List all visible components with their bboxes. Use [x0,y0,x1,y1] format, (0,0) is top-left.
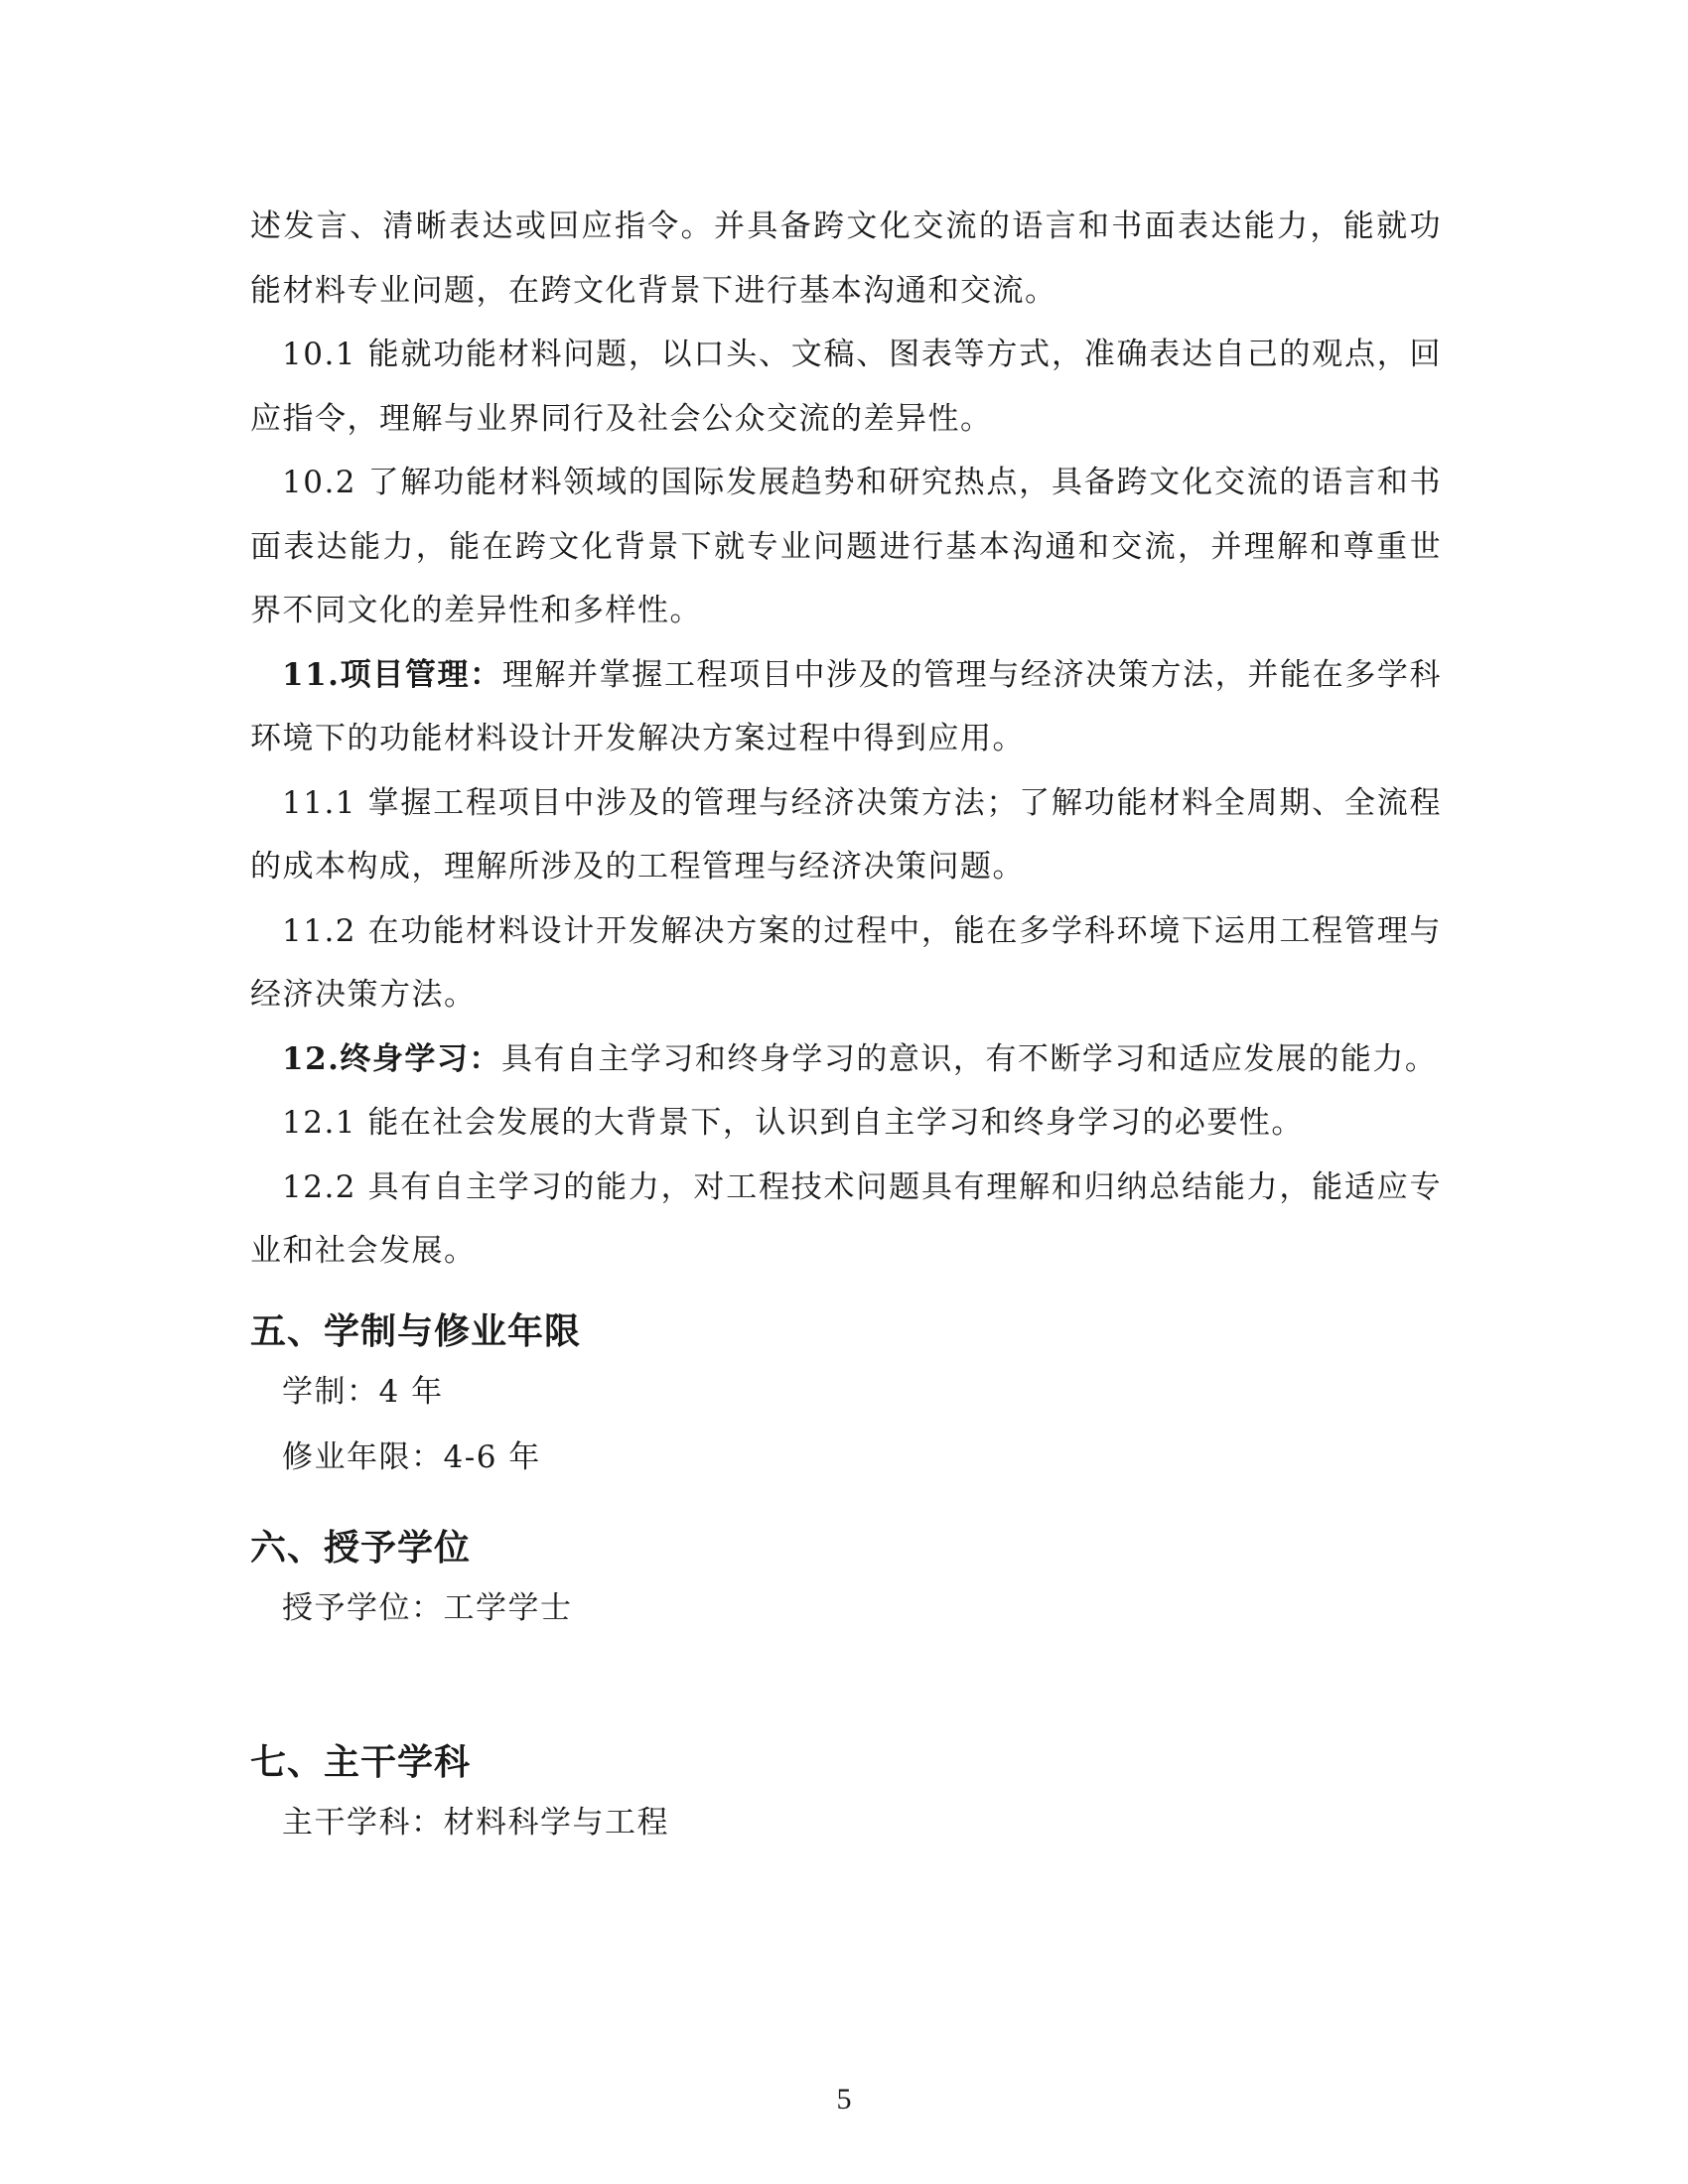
paragraph-11-2: 11.2 在功能材料设计开发解决方案的过程中，能在多学科环境下运用工程管理与经济决策方法。 [250,912,1442,1013]
paragraph-10-continued: 述发言、清晰表达或回应指令。并具备跨文化交流的语言和书面表达能力，能就功能材料专业问题，在跨文化背景下进行基本沟通和交流。 [250,208,1442,309]
paragraph-12-2: 12.2 具有自主学习的能力，对工程技术问题具有理解和归纳总结能力，能适应专业和社会发展。 [250,1168,1442,1269]
duration-line: 学制：4 年 [282,1374,444,1410]
paragraph-12-1: 12.1 能在社会发展的大背景下，认识到自主学习和终身学习的必要性。 [282,1105,1304,1141]
paragraph-11 [250,643,1442,771]
study-years-line: 修业年限：4-6 年 [282,1439,541,1475]
paragraph-12-lead: 12.终身学习： [282,1040,501,1077]
outcomes-list [250,195,1442,1284]
section-heading-discipline: 七、主干学科 [250,1742,472,1783]
paragraph-12-body: 具有自主学习和终身学习的意识，有不断学习和适应发展的能力。 [500,1040,1438,1077]
paragraph-10-2: 10.2 了解功能材料领域的国际发展趋势和研究热点，具备跨文化交流的语言和书面表达能力，能在跨文化背景下就专业问题进行基本沟通和交流，并理解和尊重世界不同文化的差异性和多样性。 [250,465,1442,628]
section-heading-duration: 五、学制与修业年限 [250,1311,582,1352]
paragraph-11-1: 11.1 掌握工程项目中涉及的管理与经济决策方法；了解功能材料全周期、全流程的成本构成，理解所涉及的工程管理与经济决策问题。 [250,784,1442,885]
degree-line: 授予学位：工学学士 [282,1590,573,1626]
discipline-line: 主干学科：材料科学与工程 [282,1805,669,1841]
paragraph-12 [250,1027,1442,1092]
page-number: 5 [836,2083,852,2116]
paragraph-11-body: 理解并掌握工程项目中涉及的管理与经济决策方法，并能在多学科环境下的功能材料设计开发解决方案过程中得到应用。 [250,656,1443,756]
paragraph-11-lead: 11.项目管理： [282,656,502,693]
paragraph-10-1: 10.1 能就功能材料问题，以口头、文稿、图表等方式，准确表达自己的观点，回应指令，理解与业界同行及社会公众交流的差异性。 [250,337,1442,437]
section-heading-degree: 六、授予学位 [250,1528,472,1569]
